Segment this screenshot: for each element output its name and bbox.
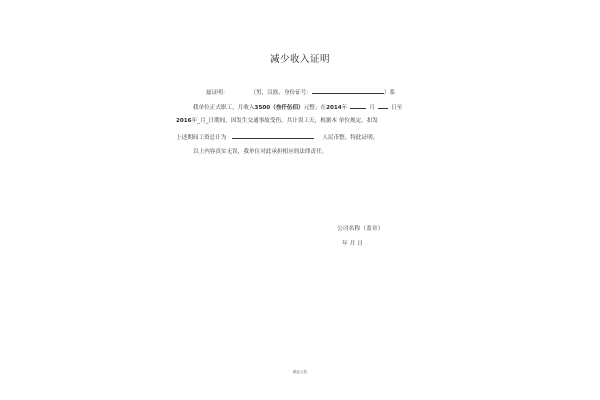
start-day-blank: [378, 102, 388, 109]
start-year: 2014: [326, 105, 342, 111]
absence-text: 年_月_日期间，因发生交通事故受伤，共计误工天，根据本 单位规定，扣发: [191, 118, 378, 124]
total-wage-label: 上述期间工资总计为: [176, 135, 227, 141]
salary-amount: 3500: [254, 105, 271, 111]
person-info-close: ）系: [383, 90, 396, 96]
salary-unit-text: 元整；在: [303, 105, 327, 111]
start-day-to-label: 日至: [390, 105, 403, 111]
document-title: 减少收入证明: [269, 54, 330, 65]
start-month-blank: [350, 102, 366, 109]
certify-line-3: [176, 117, 378, 125]
certify-line-2: [193, 102, 402, 112]
certify-line-4: [176, 132, 378, 142]
person-info-prefix: （男，汉族，身份证号：: [250, 90, 312, 96]
certify-line-1: [206, 87, 395, 97]
company-seal-label: 公司名称（盖章）: [337, 226, 384, 232]
start-year-suffix: 年: [341, 105, 348, 111]
certify-label: 兹证明：: [206, 90, 229, 96]
start-month-label: 月: [369, 105, 375, 111]
responsibility-statement: 以上内容真实无误，我单位对此承担相应的法律责任。: [193, 149, 328, 155]
page-footer: 精品文档: [293, 370, 307, 374]
salary-amount-words: （叁仟伍佰）: [270, 105, 304, 111]
id-number-blank: [312, 87, 384, 94]
employee-text: 我单位正式职工，月收入: [193, 105, 255, 111]
end-year: 2016: [176, 118, 192, 124]
total-wage-unit: 人民币整。特此证明。: [322, 135, 379, 141]
total-wage-blank: [232, 132, 314, 139]
signature-date: 年 月 日: [342, 241, 364, 247]
